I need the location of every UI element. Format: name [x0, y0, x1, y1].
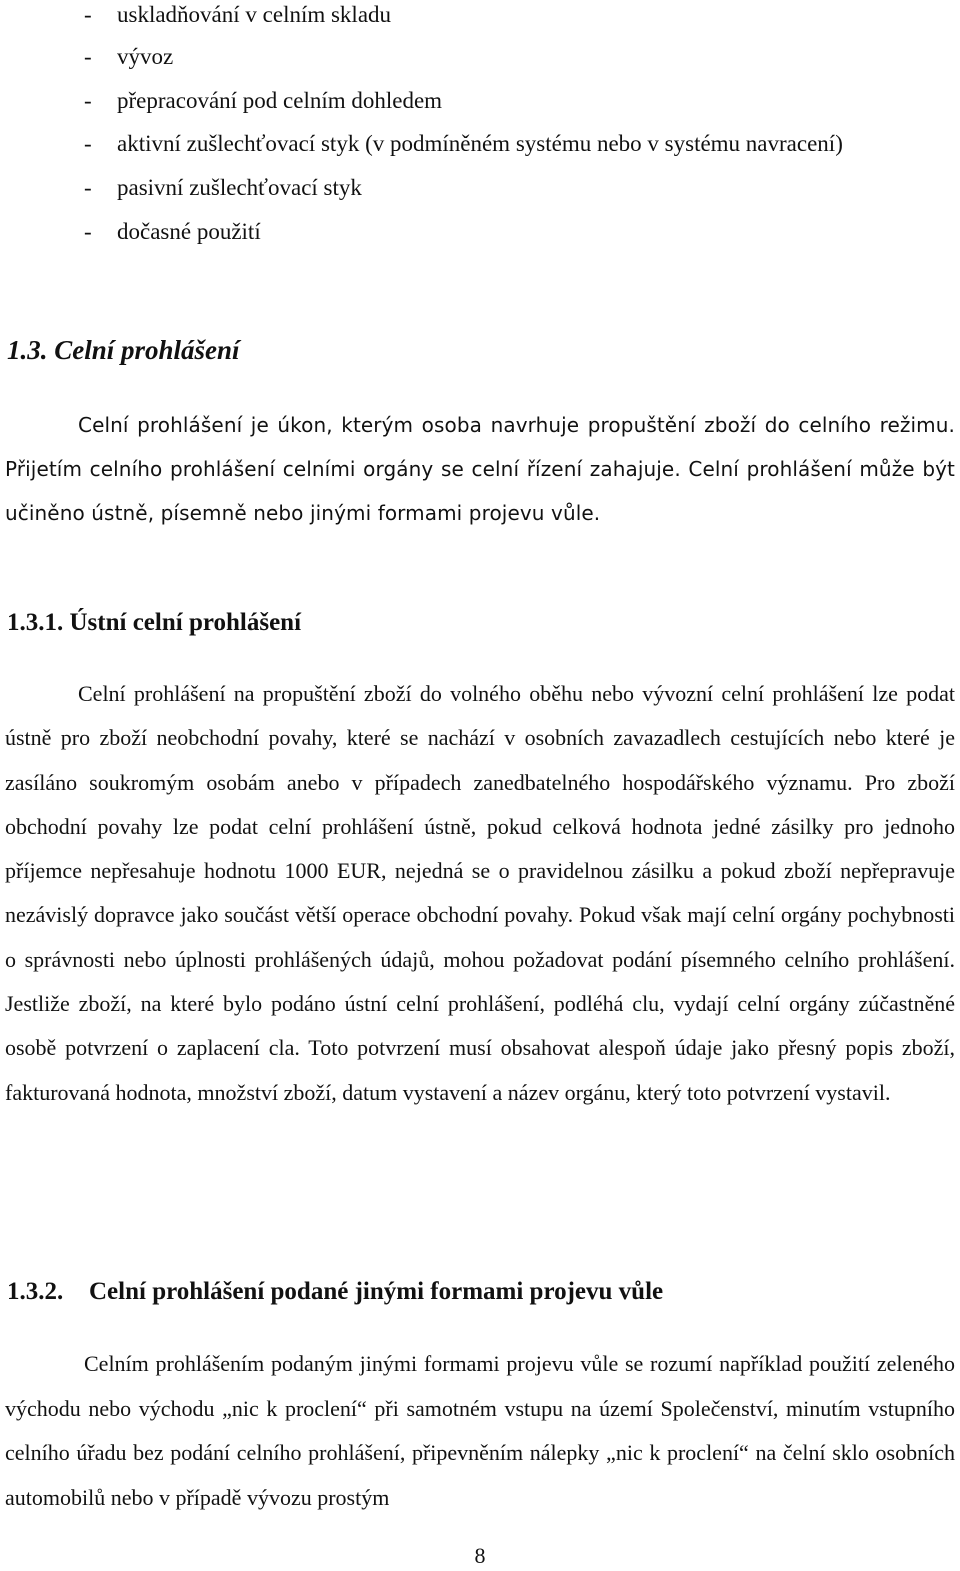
section-1-3-1-paragraph — [5, 672, 955, 1115]
list-dash: - — [84, 219, 92, 244]
page-number: 8 — [474, 1543, 486, 1568]
list-dash: - — [84, 2, 92, 27]
list-item-text: aktivní zušlechťovací styk (v podmíněném systému nebo v systému navracení) — [117, 131, 843, 156]
heading-number: 1.3.2. — [7, 1278, 64, 1305]
section-heading-1-3-2 — [7, 1278, 663, 1306]
section-heading-1-3: 1.3. Celní prohlášení — [7, 335, 240, 365]
section-heading-1-3-1: 1.3.1. Ústní celní prohlášení — [7, 609, 302, 636]
list-item-text: vývoz — [117, 44, 174, 69]
list-item-text: uskladňování v celním skladu — [117, 2, 392, 27]
heading-text: Celní prohlášení podané jinými formami projevu vůle — [89, 1278, 664, 1305]
paragraph-text: Celní prohlášení je úkon, kterým osoba navrhuje propuštění zboží do celního režimu. Přijetím celního prohlášení celními orgány se celní řízení zahajuje. Celní prohlášení může být učiněno ústně, písemně nebo jinými formami projevu vůle. — [5, 413, 955, 525]
list-dash: - — [84, 175, 92, 200]
list-dash: - — [84, 44, 92, 69]
list-item-text: přepracování pod celním dohledem — [117, 88, 443, 113]
list-item-text: pasivní zušlechťovací styk — [117, 175, 362, 200]
list-dash: - — [84, 131, 92, 156]
paragraph-text: Celním prohlášením podaným jinými formami projevu vůle se rozumí například použití zeleného východu nebo východu „nic k proclení“ při samotném vstupu na území Společenství, minutím vstupního celního úřadu bez podání celního prohlášení, připevněním nálepky „nic k proclení“ na čelní sklo osobních automobilů nebo v případě vývozu prostým — [5, 1351, 955, 1510]
section-1-3-2-paragraph — [5, 1342, 955, 1520]
list-item-text: dočasné použití — [117, 219, 261, 244]
list-dash: - — [84, 88, 92, 113]
section-1-3-paragraph — [5, 403, 955, 535]
paragraph-text: Celní prohlášení na propuštění zboží do volného oběhu nebo vývozní celní prohlášení lze podat ústně pro zboží neobchodní povahy, které se nachází v osobních zavazadlech cestujících nebo které je zasíláno soukromým osobám anebo v případech zanedbatelného hospodářského významu. Pro zboží obchodní povahy lze podat celní prohlášení ústně, pokud celková hodnota jedné zásilky pro jednoho příjemce nepřesahuje hodnotu 1000 EUR, nejedná se o pravidelnou zásilku a pokud zboží nepřepravuje nezávislý dopravce jako součást větší operace obchodní povahy. Pokud však mají celní orgány pochybnosti o správnosti nebo úplnosti prohlášených údajů, mohou požadovat podání písemného celního prohlášení. Jestliže zboží, na které bylo podáno ústní celní prohlášení, podléhá clu, vydají celní orgány zúčastněné osobě potvrzení o zaplacení cla. Toto potvrzení musí obsahovat alespoň údaje jako přesný popis zboží, fakturovaná hodnota, množství zboží, datum vystavení a název orgánu, který toto potvrzení vystavil. — [5, 681, 955, 1105]
